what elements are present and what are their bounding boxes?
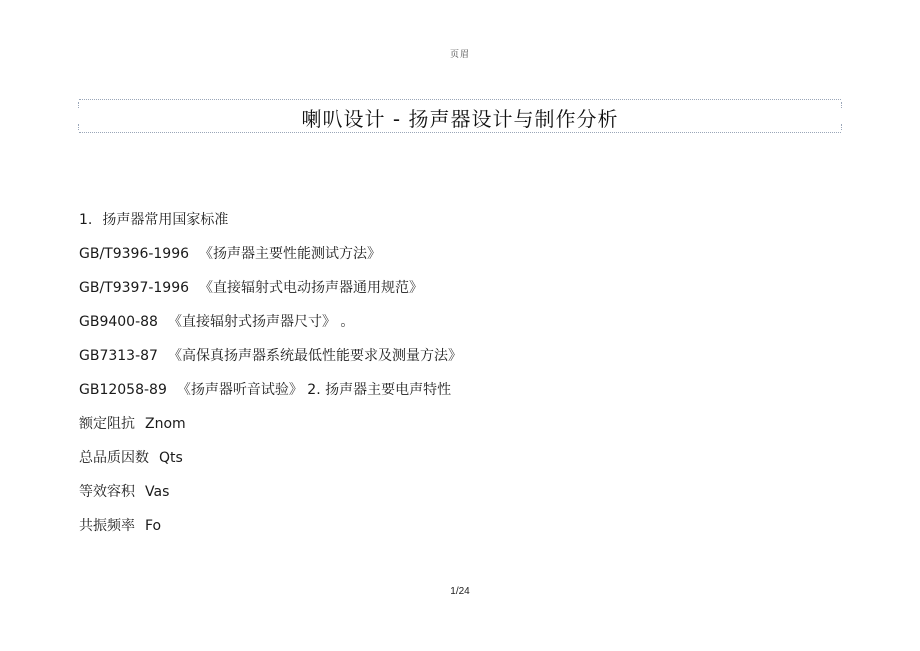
parameter-name: 共振频率	[79, 518, 135, 534]
document-title: 喇叭设计 - 扬声器设计与制作分析	[301, 107, 619, 131]
parameter-name: 等效容积	[79, 484, 135, 500]
parameter-line	[79, 516, 839, 550]
section-title: 扬声器常用国家标准	[102, 212, 229, 228]
standard-code: GB9400-88	[79, 314, 158, 330]
document-body	[79, 210, 839, 550]
standard-title: 《扬声器主要性能测试方法》	[199, 246, 382, 262]
parameter-line	[79, 448, 839, 482]
standard-line	[79, 346, 839, 380]
standard-line	[79, 278, 839, 312]
parameter-symbol: Znom	[145, 416, 186, 432]
section-number: 1.	[79, 212, 93, 228]
page-number: 1/24	[450, 586, 470, 597]
standard-code: GB/T9397-1996	[79, 280, 190, 296]
standard-code: GB12058-89	[79, 382, 167, 398]
parameter-symbol: Vas	[145, 484, 170, 500]
standard-line	[79, 380, 839, 414]
standard-title: 《扬声器听音试验》 2. 扬声器主要电声特性	[176, 382, 452, 398]
standard-title: 《直接辐射式电动扬声器通用规范》	[199, 280, 424, 296]
parameter-name: 总品质因数	[79, 450, 149, 466]
standard-title: 《直接辐射式扬声器尺寸》 。	[167, 314, 355, 330]
parameter-name: 额定阻抗	[79, 416, 135, 432]
parameter-line	[79, 414, 839, 448]
parameter-line	[79, 482, 839, 516]
standard-line	[79, 244, 839, 278]
parameter-symbol: Qts	[159, 450, 183, 466]
parameter-symbol: Fo	[145, 518, 162, 534]
page-header: 页眉	[449, 50, 470, 60]
standard-title: 《高保真扬声器系统最低性能要求及测量方法》	[167, 348, 462, 364]
standard-code: GB7313-87	[79, 348, 158, 364]
standard-code: GB/T9396-1996	[79, 246, 190, 262]
heading-standards	[79, 210, 839, 244]
standard-line	[79, 312, 839, 346]
